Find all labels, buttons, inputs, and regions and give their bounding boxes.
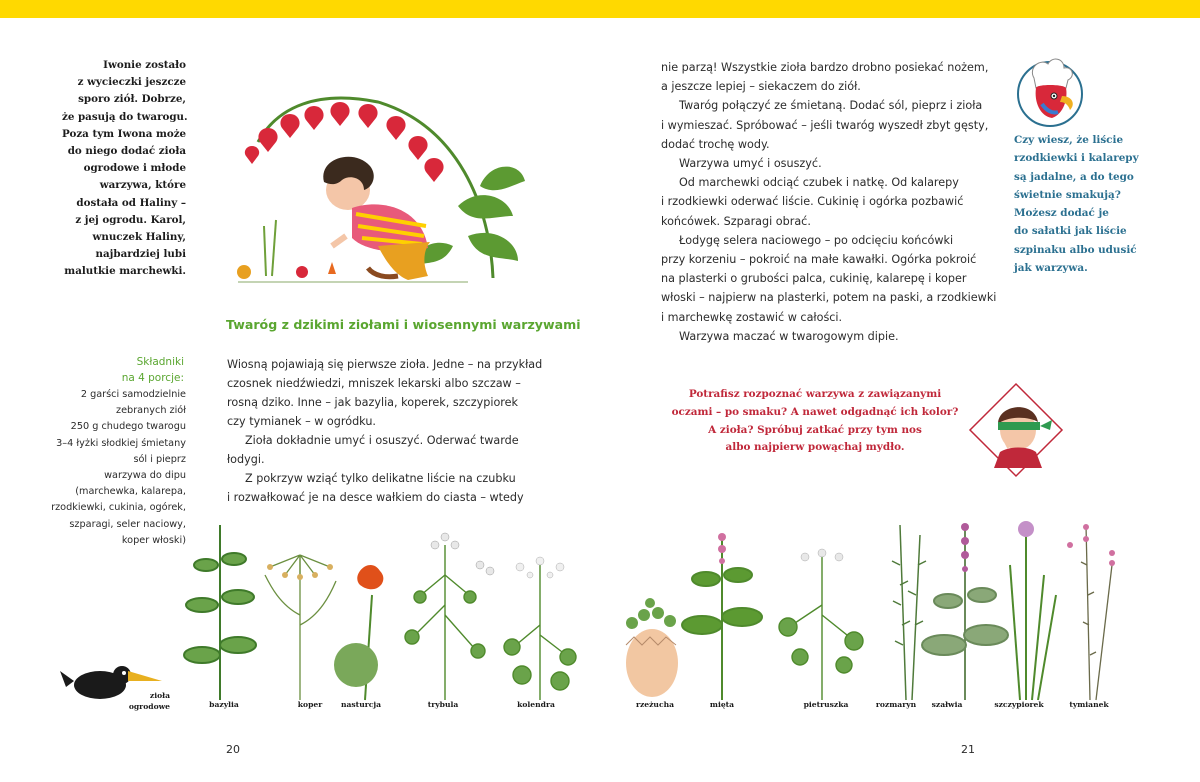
tip-line: jak warzywa. <box>1014 262 1088 275</box>
body-line: przy korzeniu – pokroić na małe kawałki. Ogórka pokroić <box>661 253 977 267</box>
body-line: Twaróg połączyć ze śmietaną. Dodać sól, pieprz i zioła <box>679 99 983 113</box>
ingredient-line: rzodkiewki, cukinia, ogórek, <box>51 502 186 514</box>
tip-line: oczami – po smaku? A nawet odgadnąć ich kolor? <box>671 405 959 418</box>
body-line: dodać trochę wody. <box>661 137 770 151</box>
body-line: Zioła dokładnie umyć i osuszyć. Oderwać twarde <box>245 434 519 447</box>
herbs-illustration-strip <box>60 505 1160 705</box>
herb-label: trybula <box>427 700 459 709</box>
body-line: i wymieszać. Spróbować – jeśli twaróg wyszedł zbyt gęsty, <box>661 118 989 132</box>
taste-game-tip <box>650 386 980 457</box>
top-color-bar <box>0 0 1200 18</box>
tip-line: Możesz dodać je <box>1014 207 1109 220</box>
body-line: Warzywa umyć i osuszyć. <box>679 157 822 171</box>
tip-line: do sałatki jak liście <box>1014 225 1127 238</box>
body-line: Łodygę selera naciowego – po odcięciu końcówki <box>679 233 954 247</box>
ingredient-line: koper włoski) <box>121 534 186 546</box>
body-line: końcówek. Szparagi obrać. <box>661 214 811 228</box>
intro-line: warzywa, które <box>99 179 186 192</box>
intro-line: wnuczek Haliny, <box>92 231 186 244</box>
intro-line: najbardziej lubi <box>95 248 186 261</box>
body-line: Wiosną pojawiają się pierwsze zioła. Jedne – na przykład <box>227 358 543 371</box>
body-line: a jeszcze lepiej – siekaczem do ziół. <box>661 80 861 94</box>
intro-line: Poza tym Iwona może <box>62 127 187 140</box>
body-line: rosną dziko. Inne – jak bazylia, koperek, szczypiorek <box>227 396 519 409</box>
boy-gardening-illustration <box>228 86 538 288</box>
recipe-title: Twaróg z dzikimi ziołami i wiosennymi warzywami <box>226 317 581 332</box>
ingredients-heading-line: na 4 porcje: <box>121 372 184 384</box>
ingredient-line: warzywa do dipu <box>104 470 186 482</box>
herb-label: nasturcja <box>340 700 382 709</box>
body-line: Od marchewki odciąć czubek i natkę. Od kalarepy <box>679 176 959 190</box>
body-line: na plasterki o grubości palca, cukinię, kalarepę i koper <box>661 272 967 286</box>
herb-label: rzeżucha <box>635 700 675 709</box>
ingredient-line: sól i pieprz <box>133 453 186 465</box>
intro-line: Iwonie zostało <box>103 59 186 71</box>
tip-line: szpinaku albo udusić <box>1014 243 1137 256</box>
tip-line: Potrafisz rozpoznać warzywa z zawiązanymi <box>688 388 942 400</box>
intro-line: z wycieczki jeszcze <box>77 76 186 89</box>
herb-label: pietruszka <box>803 700 849 709</box>
herb-label: tymianek <box>1069 700 1109 709</box>
herb-label: rozmaryn <box>875 700 917 709</box>
parrot-chef-icon <box>1014 56 1086 128</box>
ingredient-line: 2 garści samodzielnie <box>80 389 186 400</box>
herb-group-label <box>128 690 170 712</box>
intro-line: z jej ogrodu. Karol, <box>75 213 186 226</box>
body-line: i rozwałkować je na desce wałkiem do ciasta – wtedy <box>227 491 524 504</box>
tip-line: A zioła? Spróbuj zatkać przy tym nos <box>708 423 922 436</box>
body-line: Z pokrzyw wziąć tylko delikatne liście na czubku <box>245 472 516 485</box>
herb-label: koper <box>297 700 323 709</box>
ingredient-line: szparagi, seler naciowy, <box>69 518 186 530</box>
herb-label: szałwia <box>931 700 963 709</box>
body-line: i rzodkiewki oderwać liście. Cukinię i ogórka pozbawić <box>661 195 964 209</box>
tip-line: świetnie smakują? <box>1014 188 1121 201</box>
intro-text <box>62 57 186 281</box>
herb-group-label-line: zioła <box>149 691 170 700</box>
ingredients-heading-line: Składniki <box>136 356 184 368</box>
ingredient-line: zebranych ziół <box>116 405 186 417</box>
page-number-left: 20 <box>226 743 240 756</box>
body-text-left <box>227 355 543 507</box>
body-line: nie parzą! Wszystkie zioła bardzo drobno posiekać nożem, <box>661 61 989 74</box>
blindfolded-girl-illustration <box>968 382 1064 478</box>
body-line: Warzywa maczać w twarogowym dipie. <box>679 329 899 343</box>
ingredient-line: 250 g chudego twarogu <box>70 421 186 433</box>
intro-line: do niego dodać zioła <box>67 145 186 158</box>
ingredients-heading <box>80 354 184 386</box>
intro-line: malutkie marchewki. <box>64 265 186 278</box>
herb-label: szczypiorek <box>994 700 1044 709</box>
ingredient-line: (marchewka, kalarepa, <box>75 486 186 498</box>
intro-line: że pasują do twarogu. <box>62 110 188 123</box>
intro-line: dostała od Haliny – <box>76 196 186 209</box>
herb-label: kolendra <box>517 700 555 709</box>
herb-label: bazylia <box>209 700 239 709</box>
body-line: i marchewkę zostawić w całości. <box>661 310 843 324</box>
page-number-right: 21 <box>961 743 975 756</box>
tip-line: albo najpierw powąchaj mydło. <box>725 441 905 454</box>
herb-label: mięta <box>709 700 735 709</box>
intro-line: ogrodowe i młode <box>83 162 186 175</box>
body-line: łodygi. <box>227 453 265 466</box>
tip-line: są jadalne, a do tego <box>1014 170 1134 183</box>
ingredient-line: 3–4 łyżki słodkiej śmietany <box>56 437 186 449</box>
did-you-know-tip <box>1014 131 1184 277</box>
tip-line: rzodkiewki i kalarepy <box>1014 152 1139 165</box>
body-text-right <box>661 58 997 346</box>
tip-line: Czy wiesz, że liście <box>1014 134 1124 146</box>
body-line: włoski – najpierw na plasterki, potem na paski, a rzodkiewki <box>661 291 997 305</box>
herb-group-label-line: ogrodowe <box>128 702 170 711</box>
intro-line: sporo ziół. Dobrze, <box>78 93 186 106</box>
body-line: czosnek niedźwiedzi, mniszek lekarski albo szczaw – <box>227 377 521 390</box>
body-line: czy tymianek – w ogródku. <box>227 415 376 428</box>
